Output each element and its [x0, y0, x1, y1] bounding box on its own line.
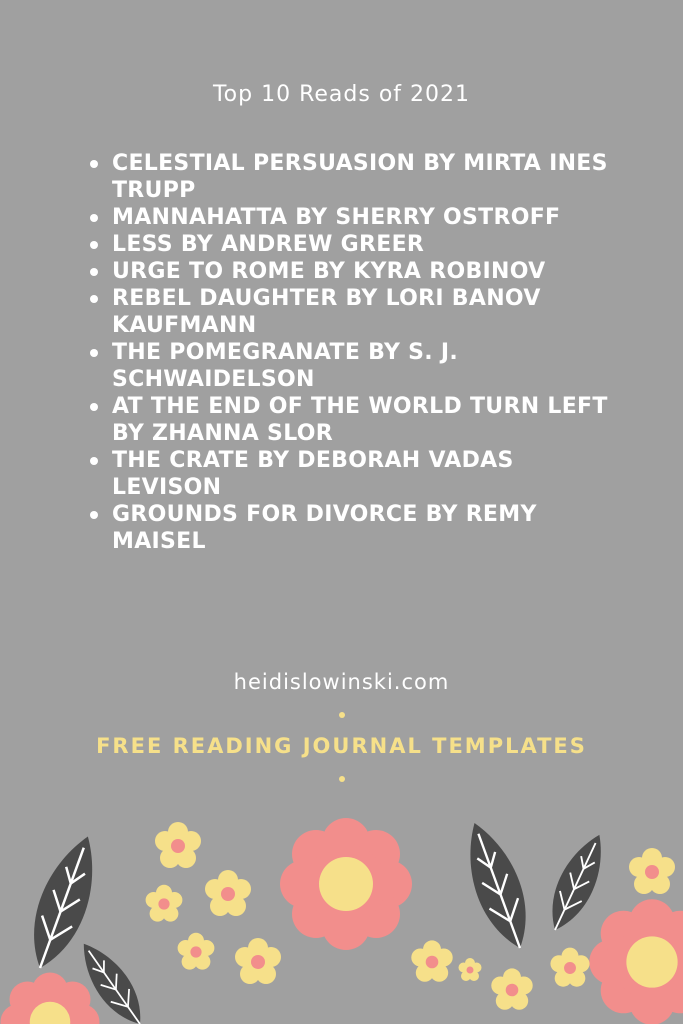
leaf-icon: [454, 815, 541, 955]
list-item: AT THE END OF THE WORLD TURN LEFT BY ZHANNA SLOR: [88, 393, 628, 447]
book-list: [88, 150, 628, 555]
flower-icon: [205, 870, 251, 916]
list-item: THE CRATE BY DEBORAH VADAS LEVISON: [88, 447, 628, 501]
website-link[interactable]: heidislowinski.com: [233, 670, 450, 694]
flower-icon: [155, 822, 201, 868]
flower-icon: [491, 968, 532, 1009]
list-item: URGE TO ROME BY KYRA ROBINOV: [88, 258, 628, 285]
list-item: CELESTIAL PERSUASION BY MIRTA INES TRUPP: [88, 150, 628, 204]
flower-icon: [280, 818, 412, 950]
list-item: LESS BY ANDREW GREER: [88, 231, 628, 258]
flower-icon: [550, 948, 589, 987]
list-item: THE POMEGRANATE BY S. J. SCHWAIDELSON: [88, 339, 628, 393]
divider-dot: [339, 776, 345, 782]
flower-icon: [178, 933, 215, 970]
divider-dot: [339, 712, 345, 718]
flower-icon: [1, 973, 100, 1024]
flower-icon: [411, 940, 452, 981]
flower-icon: [235, 938, 281, 984]
flower-icon: [146, 885, 183, 922]
promo-text[interactable]: FREE READING JOURNAL TEMPLATES: [96, 734, 587, 758]
list-item: REBEL DAUGHTER BY LORI BANOV KAUFMANN: [88, 285, 628, 339]
list-item: GROUNDS FOR DIVORCE BY REMY MAISEL: [88, 501, 628, 555]
flower-icon: [589, 899, 683, 1024]
leaf-icon: [539, 827, 615, 937]
page-title: Top 10 Reads of 2021: [212, 82, 471, 107]
floral-decoration: [0, 790, 683, 1024]
flower-icon: [629, 848, 675, 894]
flower-icon: [459, 958, 482, 981]
list-item: MANNAHATTA BY SHERRY OSTROFF: [88, 204, 628, 231]
